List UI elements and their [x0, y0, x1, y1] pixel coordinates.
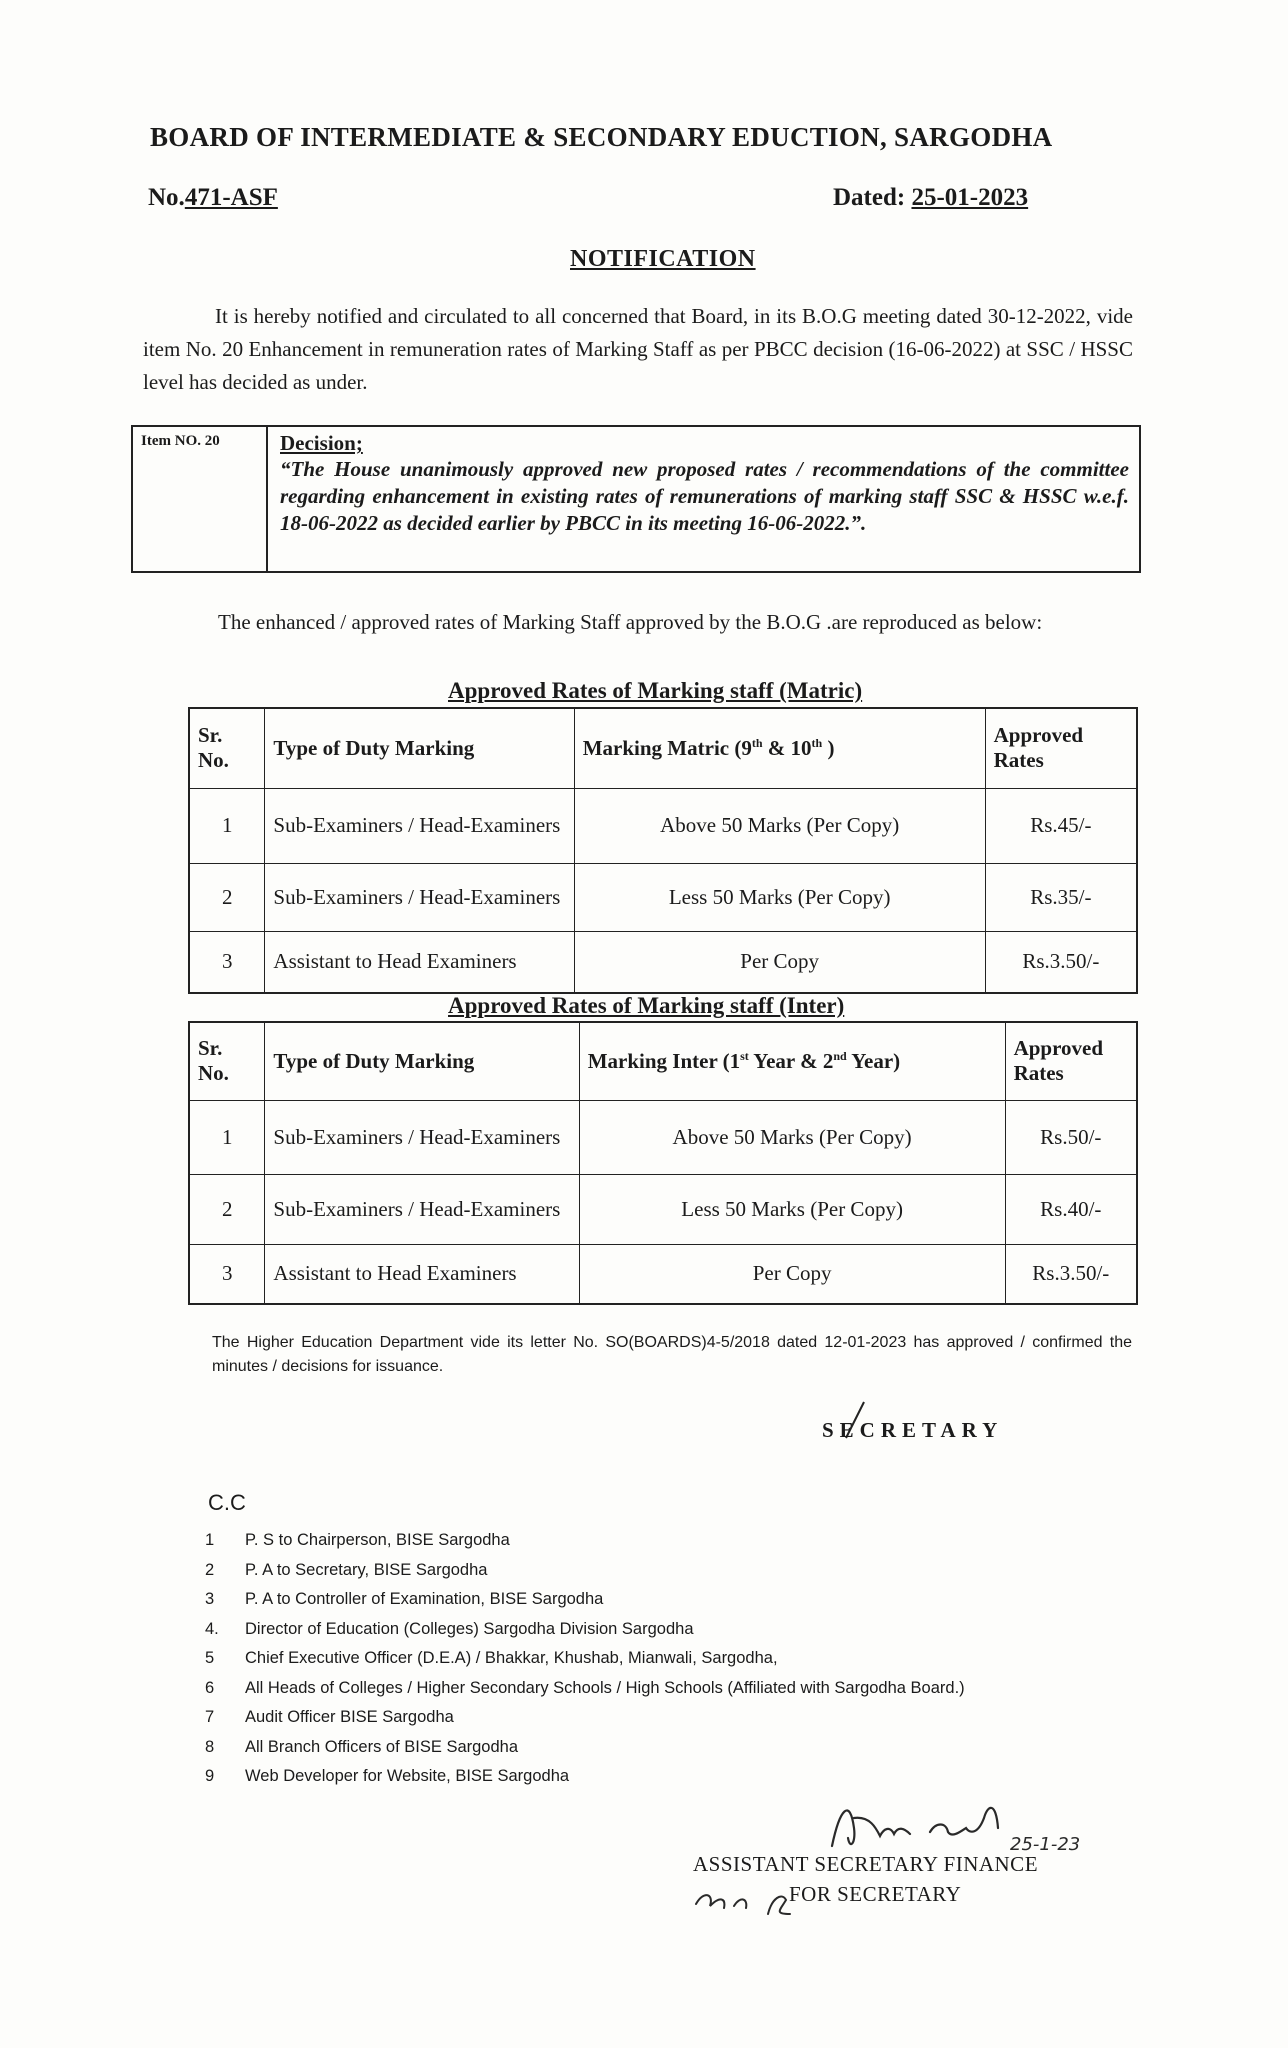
- table-header-row: [189, 708, 1137, 788]
- matric-rates-table: [188, 707, 1138, 994]
- handwritten-signature: [820, 1788, 1120, 1858]
- secretary-label: SECRETARY: [822, 1418, 1004, 1442]
- list-item: 3 P. A to Controller of Examination, BISE Sargodha: [205, 1590, 604, 1609]
- list-item: 2 P. A to Secretary, BISE Sargodha: [205, 1560, 488, 1579]
- dated-label: Dated:: [833, 184, 906, 211]
- list-item: 6 All Heads of Colleges / Higher Secondary Schools / High Schools (Affiliated with Sargodha Board.): [205, 1678, 965, 1697]
- decision-body: [268, 427, 1139, 571]
- list-item: 4. Director of Education (Colleges) Sargodha Division Sargodha: [205, 1619, 694, 1638]
- for-secretary: FOR SECRETARY: [789, 1882, 962, 1906]
- table-row: 1 Sub-Examiners / Head-Examiners Above 50 Marks (Per Copy) Rs.50/-: [189, 1100, 1137, 1174]
- col-duty-type: Type of Duty Marking: [265, 1022, 579, 1100]
- notification-title: NOTIFICATION: [570, 246, 756, 272]
- ref-value: 471-ASF: [184, 184, 278, 211]
- decision-item-number: Item NO. 20: [133, 427, 268, 571]
- col-duty-type: Type of Duty Marking: [265, 708, 574, 788]
- col-sr-no: Sr. No.: [189, 1022, 265, 1100]
- cc-list: [205, 1526, 965, 1792]
- table-row: 2 Sub-Examiners / Head-Examiners Less 50 Marks (Per Copy) Rs.35/-: [189, 863, 1137, 931]
- svg-text:25-1-23: 25-1-23: [1010, 1834, 1081, 1855]
- table-row: 3 Assistant to Head Examiners Per Copy Rs.3.50/-: [189, 1244, 1137, 1304]
- cc-label: C.C: [208, 1490, 246, 1515]
- list-item: 7 Audit Officer BISE Sargodha: [205, 1708, 454, 1727]
- table-row: 2 Sub-Examiners / Head-Examiners Less 50 Marks (Per Copy) Rs.40/-: [189, 1174, 1137, 1244]
- assistant-secretary-finance: ASSISTANT SECRETARY FINANCE: [693, 1852, 1039, 1876]
- decision-box: [131, 425, 1141, 573]
- decision-title: Decision;: [280, 431, 363, 455]
- col-marking: Marking Matric (9th & 10th ): [574, 708, 985, 788]
- board-heading: BOARD OF INTERMEDIATE & SECONDARY EDUCTION, SARGODHA: [150, 122, 1053, 152]
- col-sr-no: Sr. No.: [189, 708, 265, 788]
- approval-footnote: The Higher Education Department vide its letter No. SO(BOARDS)4-5/2018 dated 12-01-2023 has approved / confirmed the minutes / decisions for issuance.: [212, 1334, 1132, 1375]
- reference-number: [148, 184, 278, 212]
- col-marking: Marking Inter (1st Year & 2nd Year): [579, 1022, 1005, 1100]
- dated-value: 25-01-2023: [911, 184, 1029, 211]
- ref-label: No.: [148, 184, 185, 211]
- col-approved-rates: Approved Rates: [985, 708, 1137, 788]
- table-header-row: [189, 1022, 1137, 1100]
- rates-intro-paragraph: The enhanced / approved rates of Marking Staff approved by the B.O.G .are reproduced as below:: [218, 610, 1043, 634]
- intro-paragraph: It is hereby notified and circulated to all concerned that Board, in its B.O.G meeting dated 30-12-2022, vide item No. 20 Enhancement in remuneration rates of Marking Staff as per PBCC decision (16-06-2022) at SSC / HSSC level has decided as under.: [143, 304, 1133, 394]
- list-item: 1 P. S to Chairperson, BISE Sargodha: [205, 1531, 510, 1550]
- initials-mark: [690, 1880, 800, 1920]
- decision-text: “The House unanimously approved new proposed rates / recommendations of the committee regarding enhancement in existing rates of remunerations of marking staff SSC & HSSC w.e.f. 18-06-2022 as decided earlier by PBCC in its meeting 16-06-2022.”.: [280, 457, 1129, 535]
- list-item: 9 Web Developer for Website, BISE Sargodha: [205, 1767, 570, 1786]
- matric-table-caption: Approved Rates of Marking staff (Matric): [448, 678, 863, 703]
- col-approved-rates: Approved Rates: [1005, 1022, 1137, 1100]
- inter-table-caption: Approved Rates of Marking staff (Inter): [448, 993, 845, 1018]
- list-item: 8 All Branch Officers of BISE Sargodha: [205, 1737, 518, 1756]
- table-row: 3 Assistant to Head Examiners Per Copy Rs.3.50/-: [189, 931, 1137, 993]
- inter-rates-table: [188, 1021, 1138, 1305]
- table-row: 1 Sub-Examiners / Head-Examiners Above 50 Marks (Per Copy) Rs.45/-: [189, 788, 1137, 863]
- dated: [833, 184, 1028, 212]
- list-item: 5 Chief Executive Officer (D.E.A) / Bhakkar, Khushab, Mianwali, Sargodha,: [205, 1649, 778, 1668]
